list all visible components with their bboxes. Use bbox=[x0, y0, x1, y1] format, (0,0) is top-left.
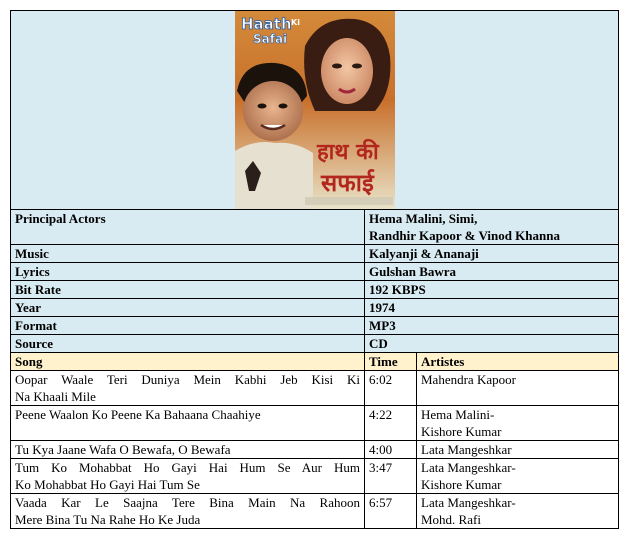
info-row-year bbox=[11, 299, 619, 317]
info-row-lyrics bbox=[11, 263, 619, 281]
song-artists bbox=[417, 406, 619, 441]
song-title-line: Mere Bina Tu Na Rahe Ho Ke Juda bbox=[15, 512, 201, 527]
info-value: Kalyanji & Ananaji bbox=[365, 245, 619, 263]
song-artist-line: Kishore Kumar bbox=[421, 477, 502, 492]
song-title bbox=[11, 441, 365, 459]
song-title-line: Ko Mohabbat Ho Gayi Hai Tum Se bbox=[15, 477, 200, 492]
info-value: CD bbox=[365, 335, 619, 353]
info-value: MP3 bbox=[365, 317, 619, 335]
song-row bbox=[11, 406, 619, 441]
info-label: Source bbox=[11, 335, 365, 353]
song-artists bbox=[417, 494, 619, 529]
info-value: Gulshan Bawra bbox=[365, 263, 619, 281]
song-time: 4:22 bbox=[365, 406, 417, 441]
song-artist-line: Lata Mangeshkar- bbox=[421, 495, 516, 510]
info-label: Year bbox=[11, 299, 365, 317]
song-artists bbox=[417, 371, 619, 406]
song-artists bbox=[417, 459, 619, 494]
poster-title-en-ki: Ki bbox=[290, 18, 300, 27]
info-value bbox=[365, 210, 619, 245]
info-label: Music bbox=[11, 245, 365, 263]
song-time: 3:47 bbox=[365, 459, 417, 494]
info-label: Principal Actors bbox=[11, 210, 365, 245]
song-row bbox=[11, 494, 619, 529]
info-row-bit-rate bbox=[11, 281, 619, 299]
song-time: 4:00 bbox=[365, 441, 417, 459]
song-artist-line: Lata Mangeshkar- bbox=[421, 460, 516, 475]
woman-face bbox=[321, 38, 373, 104]
poster-title-en-line1: Haath bbox=[240, 15, 292, 33]
song-title-line: Oopar Waale Teri Duniya Mein Kabhi Jeb Kisi Ki bbox=[15, 372, 360, 387]
info-value-line: Randhir Kapoor & Vinod Khanna bbox=[369, 228, 560, 243]
info-label: Bit Rate bbox=[11, 281, 365, 299]
info-value: 192 KBPS bbox=[365, 281, 619, 299]
songs-header-song: Song bbox=[11, 353, 365, 371]
poster-cell bbox=[11, 11, 619, 210]
info-row-format bbox=[11, 317, 619, 335]
song-artist-line: Lata Mangeshkar bbox=[421, 442, 512, 457]
song-title-line: Na Khaali Mile bbox=[15, 389, 96, 404]
song-artist-line: Mahendra Kapoor bbox=[421, 372, 516, 387]
song-title-line: Peene Waalon Ko Peene Ka Bahaana Chaahiye bbox=[15, 407, 261, 422]
songs-header-time: Time bbox=[365, 353, 417, 371]
song-artist-line: Kishore Kumar bbox=[421, 424, 502, 439]
poster-title-en-line2: Safai bbox=[252, 32, 287, 46]
song-title-line: Tum Ko Mohabbat Ho Gayi Hai Hum Se Aur Hum bbox=[15, 460, 360, 475]
info-value-line: Hema Malini, Simi, bbox=[369, 211, 478, 226]
song-row bbox=[11, 371, 619, 406]
song-time: 6:02 bbox=[365, 371, 417, 406]
song-row bbox=[11, 459, 619, 494]
song-artist-line: Mohd. Rafi bbox=[421, 512, 481, 527]
songs-header-row bbox=[11, 353, 619, 371]
album-info-sheet bbox=[10, 10, 618, 529]
song-time: 6:57 bbox=[365, 494, 417, 529]
album-info-table bbox=[10, 10, 619, 529]
song-title bbox=[11, 371, 365, 406]
song-title bbox=[11, 494, 365, 529]
song-title-line: Tu Kya Jaane Wafa O Bewafa, O Bewafa bbox=[15, 442, 231, 457]
info-value: 1974 bbox=[365, 299, 619, 317]
song-artists bbox=[417, 441, 619, 459]
info-label: Format bbox=[11, 317, 365, 335]
songs-header-artistes: Artistes bbox=[417, 353, 619, 371]
poster-title-hi-line1: हाथ की bbox=[316, 140, 379, 165]
song-title-line: Vaada Kar Le Saajna Tere Bina Main Na Rahoon bbox=[15, 495, 360, 510]
info-row-source bbox=[11, 335, 619, 353]
info-row-principal-actors bbox=[11, 210, 619, 245]
song-title bbox=[11, 459, 365, 494]
poster-title-hi-line2: सफाई bbox=[320, 169, 374, 197]
song-title bbox=[11, 406, 365, 441]
movie-poster bbox=[235, 11, 395, 209]
info-row-music bbox=[11, 245, 619, 263]
song-row bbox=[11, 441, 619, 459]
song-artist-line: Hema Malini- bbox=[421, 407, 495, 422]
info-label: Lyrics bbox=[11, 263, 365, 281]
man-face bbox=[243, 81, 303, 141]
